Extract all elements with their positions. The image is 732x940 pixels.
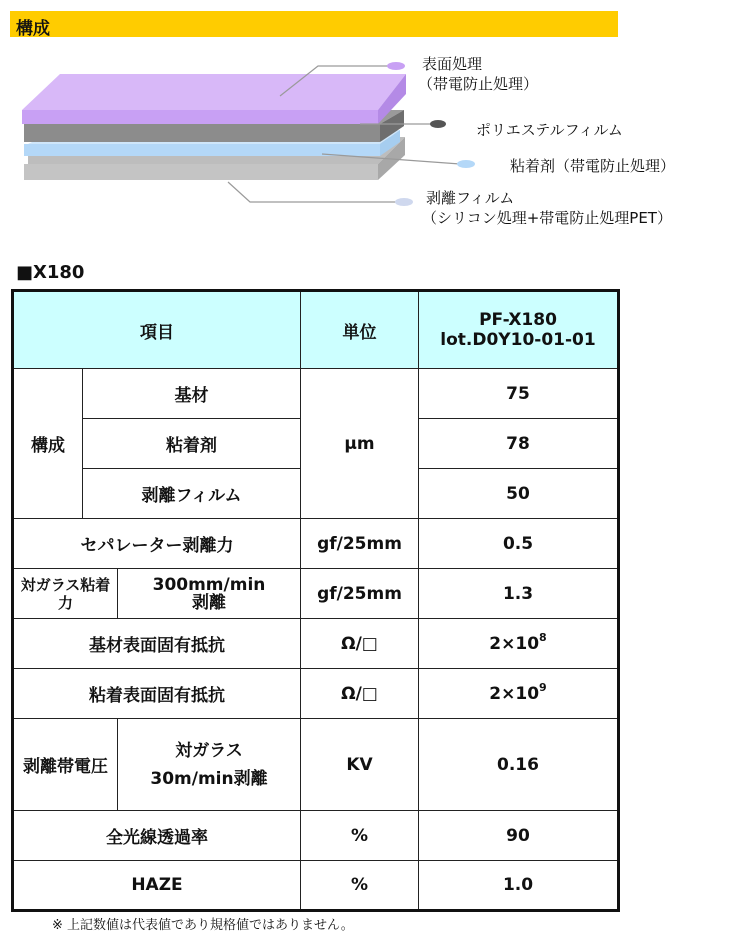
- callout-dot-surface: [387, 62, 405, 70]
- composition-value: 75: [419, 369, 619, 419]
- peel-voltage-unit: KV: [301, 719, 419, 811]
- glass-adhesion-unit: gf/25mm: [301, 569, 419, 619]
- model-title: ■X180: [16, 262, 85, 283]
- separator-peel-unit: gf/25mm: [301, 519, 419, 569]
- transmittance-label: 全光線透過率: [13, 811, 301, 861]
- callout-dot-adhesive: [457, 160, 475, 168]
- peel-voltage-condition: 対ガラス 30m/min剥離: [118, 719, 301, 811]
- callout-dot-release: [395, 198, 413, 206]
- base-resistance-value: $2\times 10^8$: [419, 619, 619, 669]
- table-row: [13, 669, 619, 719]
- table-row: [13, 369, 619, 419]
- table-row: [13, 619, 619, 669]
- separator-peel-label: セパレーター剥離力: [13, 519, 301, 569]
- peel-voltage-label: 剥離帯電圧: [13, 719, 118, 811]
- table-row: [13, 811, 619, 861]
- transmittance-unit: %: [301, 811, 419, 861]
- composition-value: 78: [419, 419, 619, 469]
- transmittance-value: 90: [419, 811, 619, 861]
- callout-dot-polyester: [430, 120, 446, 128]
- adhesive-resistance-value: $2\times 10^9$: [419, 669, 619, 719]
- callout-polyester: ポリエステルフィルム: [476, 121, 623, 139]
- composition-unit: µm: [301, 369, 419, 519]
- section-header-bar: [10, 11, 618, 37]
- composition-label: 基材: [83, 369, 301, 419]
- glass-adhesion-condition: 300mm/min 剥離: [118, 569, 301, 619]
- peel-voltage-value: 0.16: [419, 719, 619, 811]
- haze-value: 1.0: [419, 861, 619, 911]
- spec-table: [11, 289, 620, 912]
- callout-release-film: 剥離フィルム （シリコン処理+帯電防止処理PET）: [422, 189, 672, 227]
- glass-adhesion-label: 対ガラス粘着力: [13, 569, 118, 619]
- header-unit: 単位: [301, 291, 419, 369]
- table-row: [13, 519, 619, 569]
- footnote: ※ 上記数値は代表値であり規格値ではありません。: [52, 918, 354, 933]
- header-item: 項目: [13, 291, 301, 369]
- adhesive-resistance-label: 粘着表面固有抵抗: [13, 669, 301, 719]
- composition-group-label: 構成: [13, 369, 83, 519]
- haze-unit: %: [301, 861, 419, 911]
- header-product: PF-X180 lot.D0Y10-01-01: [419, 291, 619, 369]
- glass-adhesion-value: 1.3: [419, 569, 619, 619]
- table-row: [13, 719, 619, 811]
- callout-adhesive: 粘着剤（帯電防止処理）: [510, 157, 676, 175]
- composition-label: 粘着剤: [83, 419, 301, 469]
- callout-surface-treatment: 表面処理 （帯電防止処理）: [418, 55, 539, 93]
- surface-treatment-layer: [22, 74, 406, 124]
- separator-peel-value: 0.5: [419, 519, 619, 569]
- table-row: [13, 569, 619, 619]
- table-header-row: [13, 291, 619, 369]
- section-title: 構成: [16, 19, 50, 39]
- table-row: [13, 861, 619, 911]
- composition-value: 50: [419, 469, 619, 519]
- base-resistance-label: 基材表面固有抵抗: [13, 619, 301, 669]
- base-resistance-unit: Ω/□: [301, 619, 419, 669]
- adhesive-resistance-unit: Ω/□: [301, 669, 419, 719]
- haze-label: HAZE: [13, 861, 301, 911]
- composition-label: 剥離フィルム: [83, 469, 301, 519]
